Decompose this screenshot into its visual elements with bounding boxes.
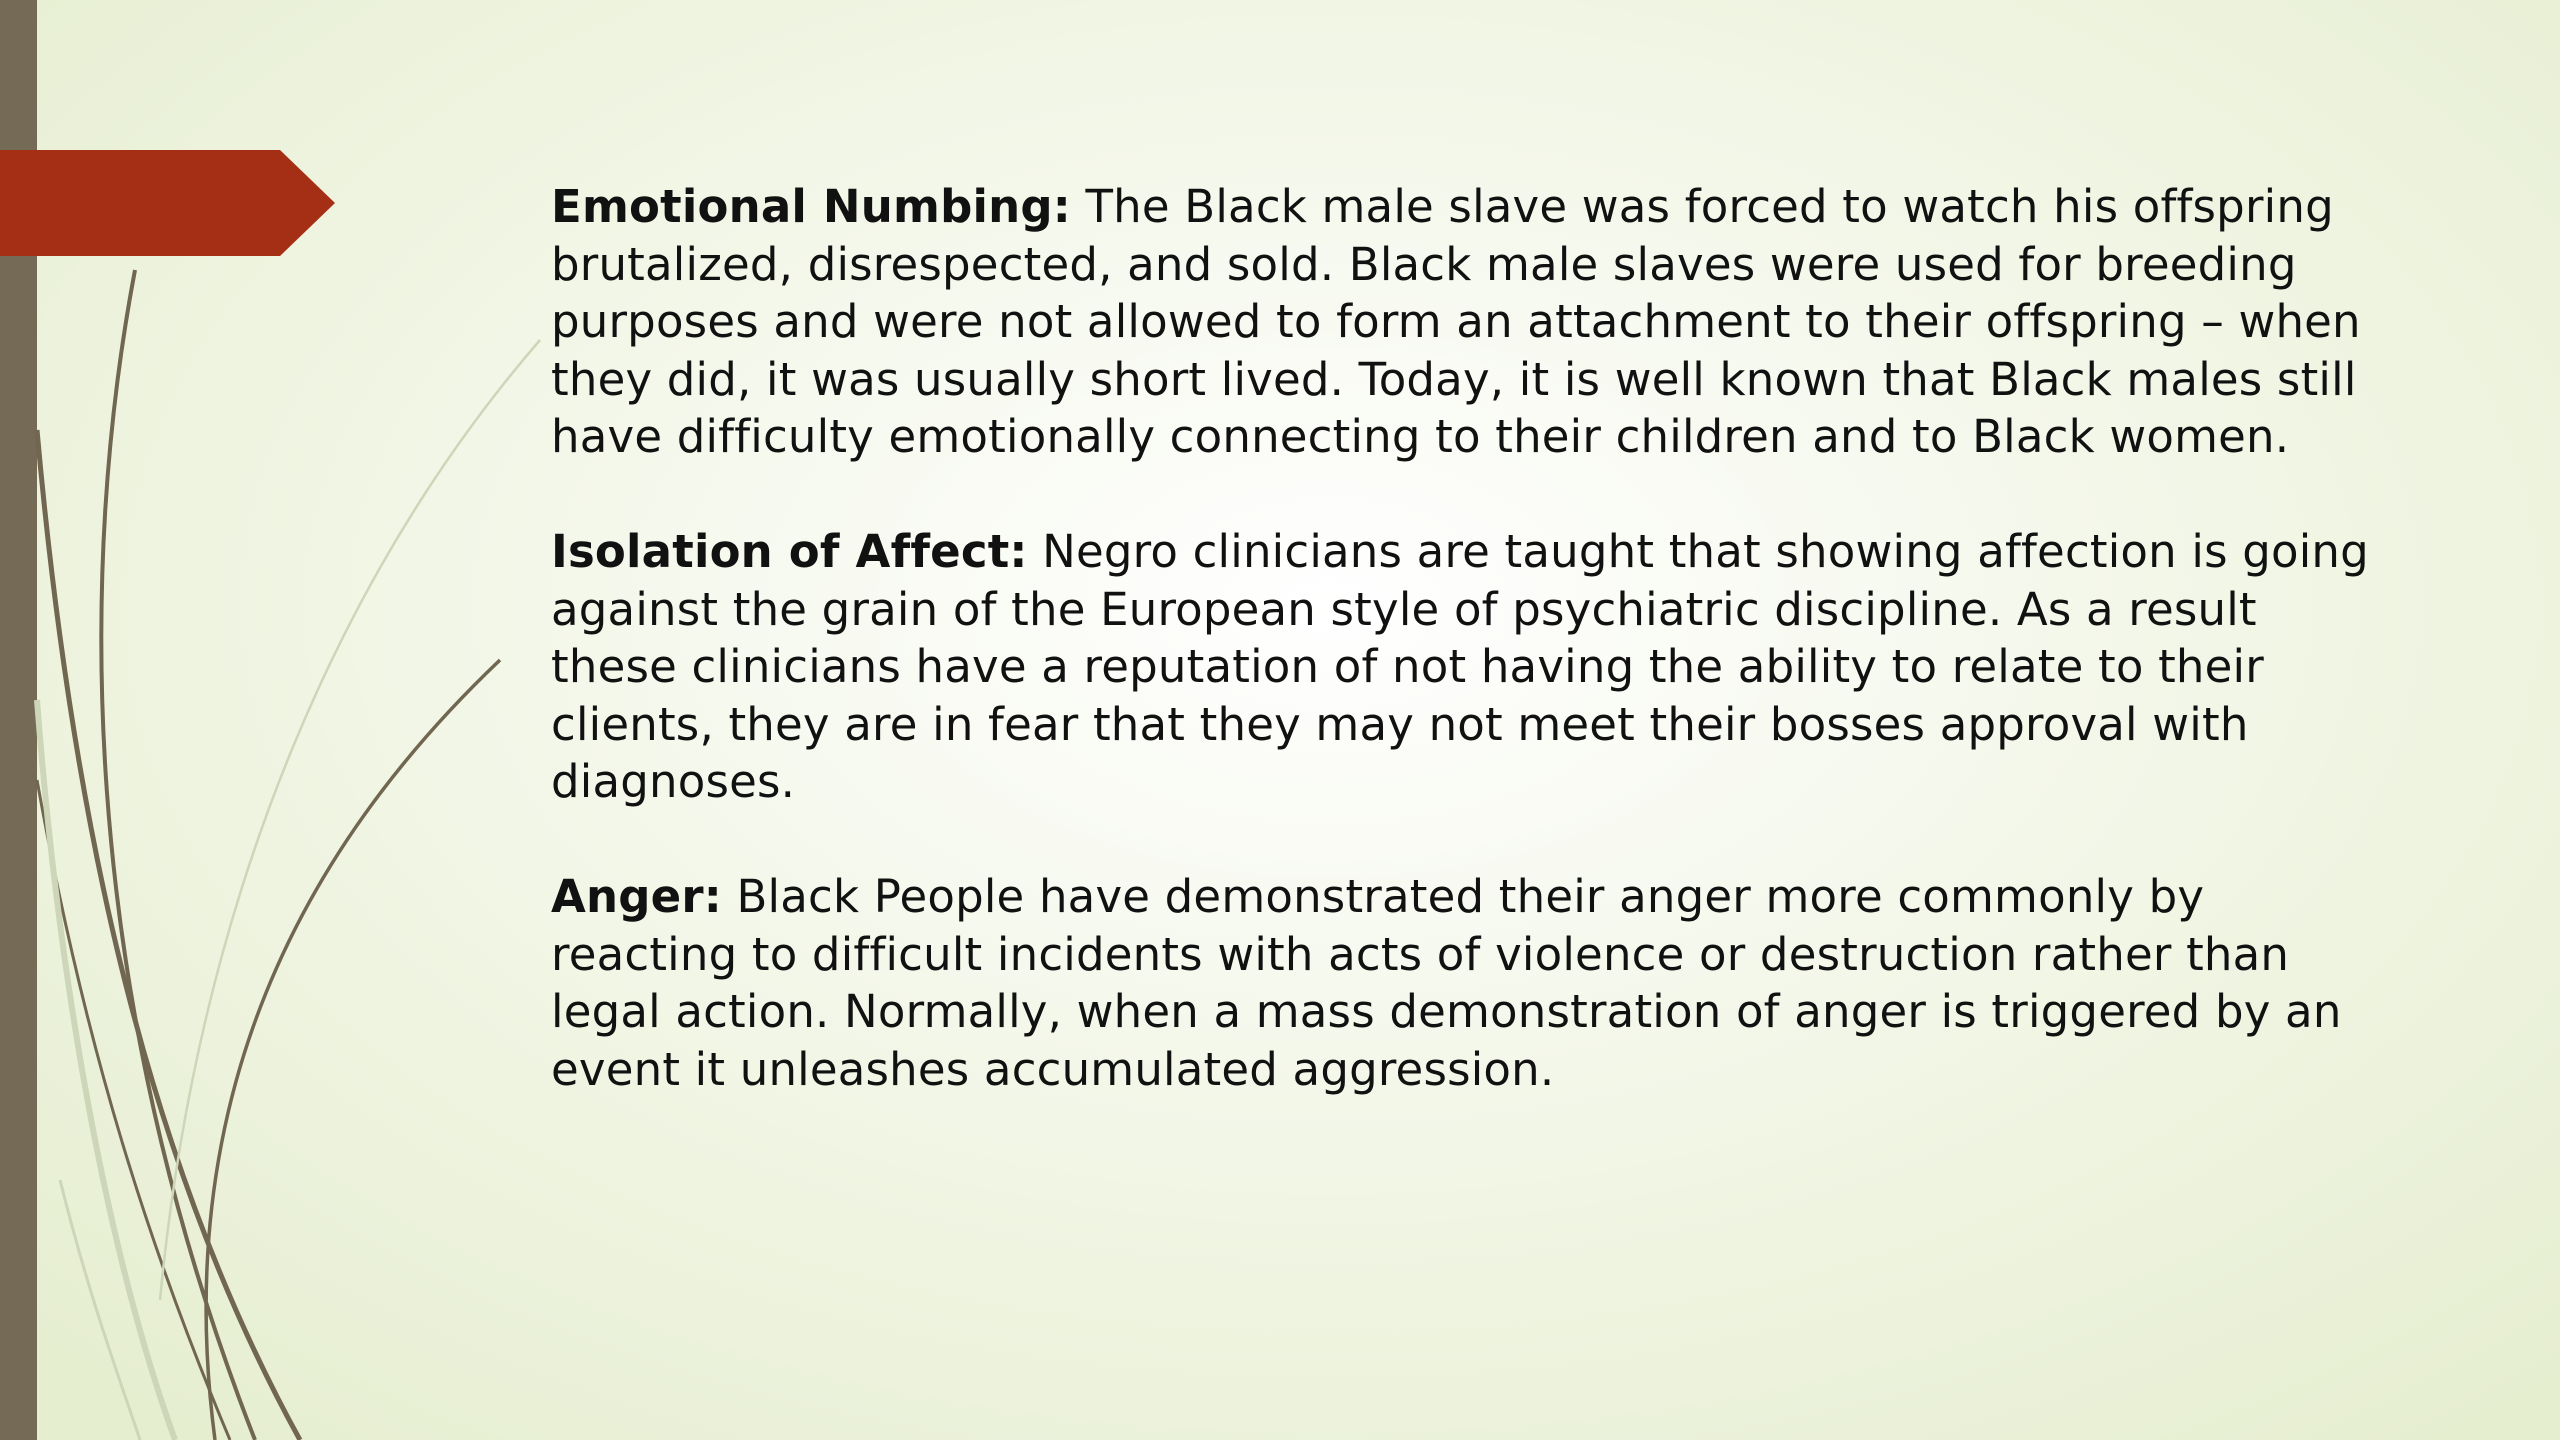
slide-body-text (551, 178, 2381, 1156)
accent-arrow-tab (0, 150, 335, 256)
paragraph-emotional-numbing (551, 178, 2381, 466)
text-isolation-of-affect: Negro clinicians are taught that showing affection is going against the grain of the European style of psychiatric discipline. As a result these clinicians have a reputation of not having the ability to relate to their clients, they are in fear that they may not meet their bosses approval with diagnoses. (551, 525, 2369, 808)
term-isolation-of-affect: Isolation of Affect: (551, 525, 1028, 578)
term-emotional-numbing: Emotional Numbing: (551, 180, 1071, 233)
term-anger: Anger: (551, 870, 722, 923)
paragraph-isolation-of-affect (551, 523, 2381, 811)
text-emotional-numbing: The Black male slave was forced to watch his offspring brutalized, disrespected, and sold. Black male slaves were used for breeding purposes and were not allowed to form an attachment to their offspring – when they did, it was usually short lived. Today, it is well known that Black males still have difficulty emotionally connecting to their children and to Black women. (551, 180, 2361, 463)
paragraph-anger (551, 868, 2381, 1098)
text-anger: Black People have demonstrated their anger more commonly by reacting to difficult incidents with acts of violence or destruction rather than legal action. Normally, when a mass demonstration of anger is triggered by an event it unleashes accumulated aggression. (551, 870, 2342, 1096)
